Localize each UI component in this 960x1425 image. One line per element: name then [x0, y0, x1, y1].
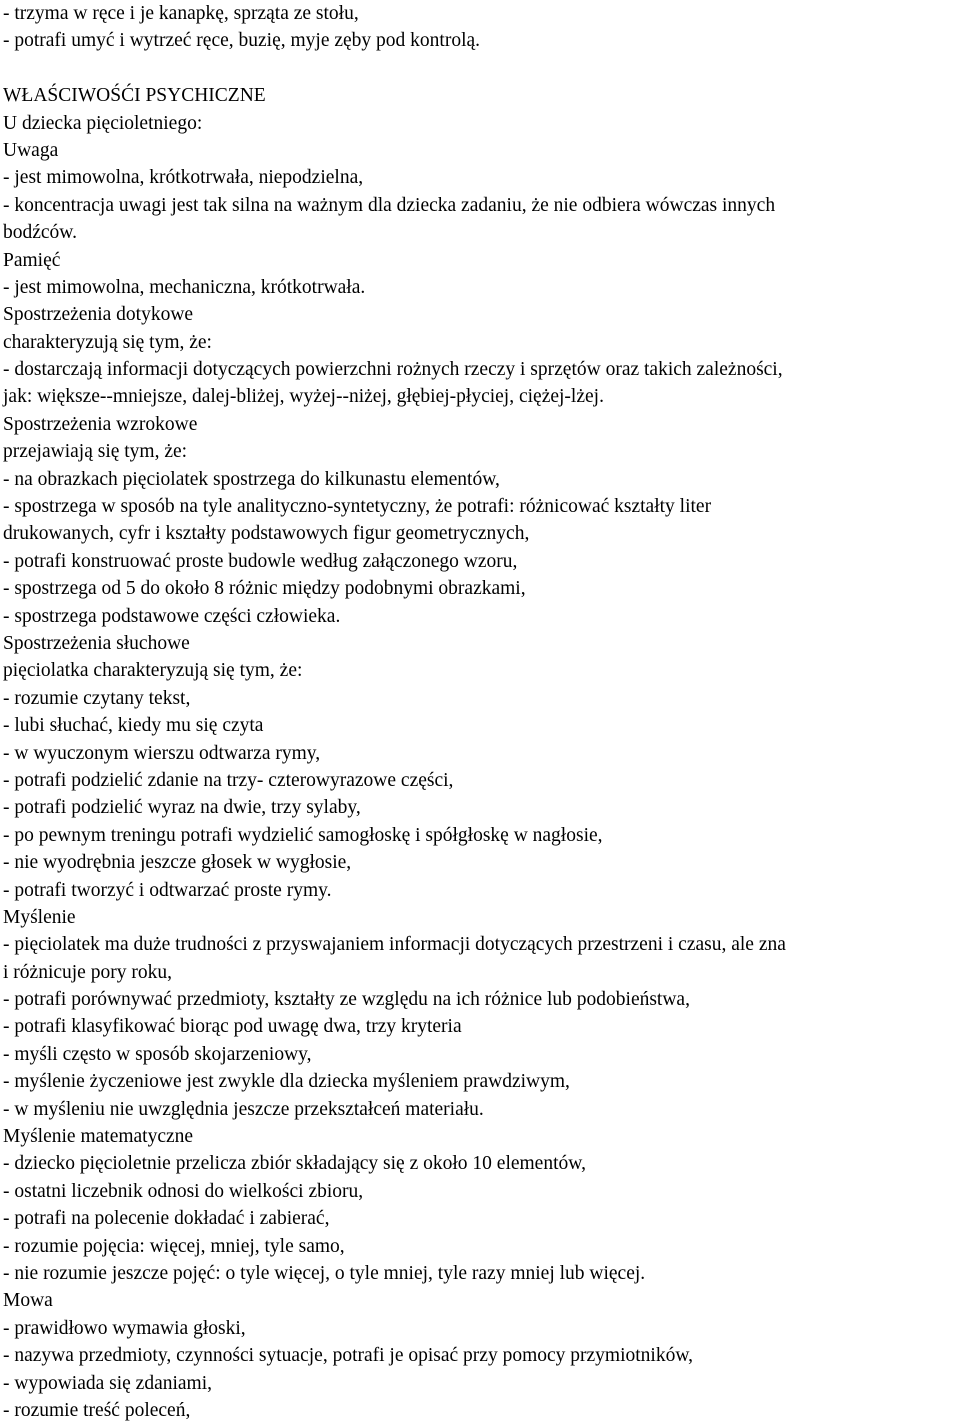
text-line: - potrafi klasyfikować biorąc pod uwagę dwa, trzy kryteria	[3, 1016, 462, 1038]
text-line: - myślenie życzeniowe jest zwykle dla dziecka myśleniem prawdziwym,	[3, 1071, 570, 1093]
subsection-heading: Myślenie	[3, 906, 76, 928]
document-page	[3, 0, 958, 1424]
text-line: - dziecko pięcioletnie przelicza zbiór składający się z około 10 elementów,	[3, 1153, 586, 1175]
subsection-heading: Myślenie matematyczne	[3, 1126, 194, 1148]
text-line: - rozumie pojęcia: więcej, mniej, tyle samo,	[3, 1235, 345, 1257]
text-line: - prawidłowo wymawia głoski,	[3, 1317, 246, 1339]
text-line: - potrafi umyć i wytrzeć ręce, buzię, myje zęby pod kontrolą.	[3, 30, 481, 52]
subsection-heading: Mowa	[3, 1290, 53, 1312]
text-line: - spostrzega podstawowe części człowieka.	[3, 605, 341, 627]
text-line: - spostrzega od 5 do około 8 różnic między podobnymi obrazkami,	[3, 578, 526, 600]
subsection-heading: Spostrzeżenia wzrokowe	[3, 413, 198, 435]
text-line: - potrafi tworzyć i odtwarzać proste rymy.	[3, 879, 332, 901]
text-line: jak: większe--mniejsze, dalej-bliżej, wyżej--niżej, głębiej-płyciej, ciężej-lżej.	[3, 386, 604, 408]
text-line: - nie wyodrębnia jeszcze głosek w wygłosie,	[3, 852, 352, 874]
text-line: - nie rozumie jeszcze pojęć: o tyle więcej, o tyle mniej, tyle razy mniej lub więcej.	[3, 1262, 646, 1284]
subsection-heading: Uwaga	[3, 139, 59, 161]
text-line: bodźców.	[3, 222, 78, 244]
subsection-heading: Spostrzeżenia słuchowe	[3, 632, 190, 654]
text-line: - myśli często w sposób skojarzeniowy,	[3, 1043, 312, 1065]
text-line: - spostrzega w sposób na tyle analityczno-syntetyczny, że potrafi: różnicować kształty liter	[3, 496, 712, 518]
text-line: - koncentracja uwagi jest tak silna na ważnym dla dziecka zadaniu, że nie odbiera wówczas innych	[3, 194, 776, 216]
blank-line	[3, 55, 958, 82]
text-line: - potrafi konstruować proste budowle według załączonego wzoru,	[3, 550, 518, 572]
text-line: - w wyuczonym wierszu odtwarza rymy,	[3, 742, 321, 764]
text-line: - ostatni liczebnik odnosi do wielkości zbioru,	[3, 1180, 364, 1202]
text-line: - trzyma w ręce i je kanapkę, sprząta ze stołu,	[3, 3, 359, 24]
text-line: U dziecka pięcioletniego:	[3, 112, 203, 134]
text-line: - nazywa przedmioty, czynności sytuacje, potrafi je opisać przy pomocy przymiotników,	[3, 1345, 694, 1367]
text-line: - rozumie treść poleceń,	[3, 1399, 191, 1421]
text-line: - dostarczają informacji dotyczących powierzchni rożnych rzeczy i sprzętów oraz takich zależności,	[3, 359, 783, 381]
text-line: - rozumie czytany tekst,	[3, 687, 191, 709]
text-line: pięciolatka charakteryzują się tym, że:	[3, 660, 303, 682]
text-line: - jest mimowolna, krótkotrwała, niepodzielna,	[3, 167, 364, 189]
text-line: - potrafi podzielić wyraz na dwie, trzy sylaby,	[3, 797, 361, 819]
text-line: - potrafi na polecenie dokładać i zabierać,	[3, 1208, 330, 1230]
section-heading: WŁAŚCIWOŚĆI PSYCHICZNE	[3, 85, 266, 107]
text-line: charakteryzują się tym, że:	[3, 331, 212, 353]
text-line: - pięciolatek ma duże trudności z przyswajaniem informacji dotyczących przestrzeni i czasu, ale zna	[3, 934, 786, 956]
text-line: - na obrazkach pięciolatek spostrzega do kilkunastu elementów,	[3, 468, 500, 490]
text-line: przejawiają się tym, że:	[3, 441, 188, 463]
text-line: drukowanych, cyfr i kształty podstawowych figur geometrycznych,	[3, 523, 530, 545]
text-line: - jest mimowolna, mechaniczna, krótkotrwała.	[3, 276, 366, 298]
text-line: - lubi słuchać, kiedy mu się czyta	[3, 715, 264, 737]
subsection-heading: Spostrzeżenia dotykowe	[3, 304, 194, 326]
text-line: - w myśleniu nie uwzględnia jeszcze przekształceń materiału.	[3, 1098, 484, 1120]
text-line: - po pewnym treningu potrafi wydzielić samogłoskę i spółgłoskę w nagłosie,	[3, 824, 603, 846]
text-line: - potrafi podzielić zdanie na trzy- czterowyrazowe części,	[3, 769, 454, 791]
text-line: - potrafi porównywać przedmioty, kształty ze względu na ich różnice lub podobieństwa,	[3, 989, 690, 1011]
subsection-heading: Pamięć	[3, 249, 61, 271]
text-line: i różnicuje pory roku,	[3, 961, 172, 983]
text-line: - wypowiada się zdaniami,	[3, 1372, 213, 1394]
